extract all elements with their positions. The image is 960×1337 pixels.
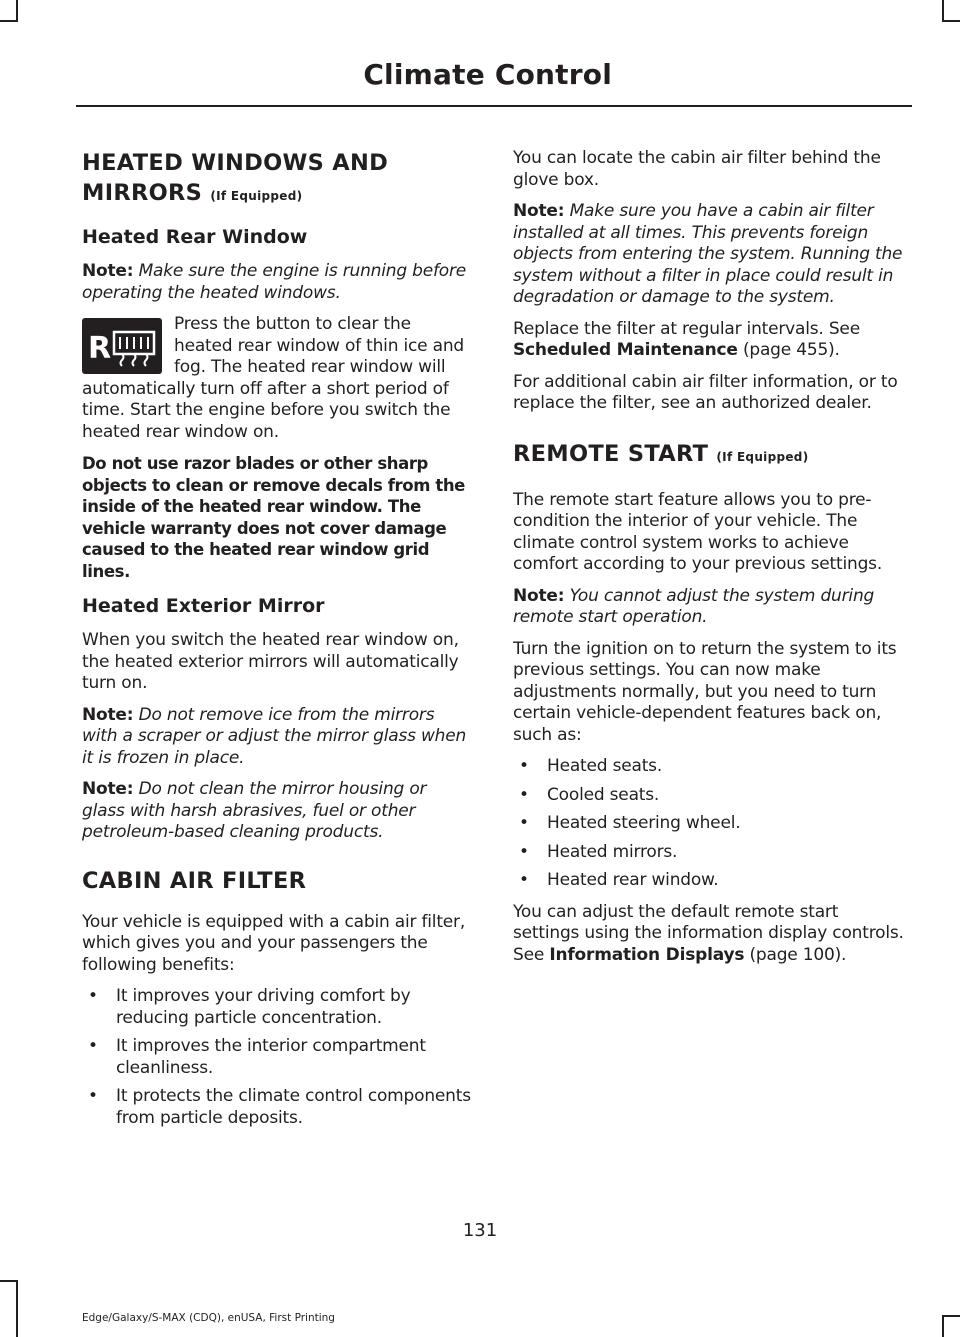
warning-text: Do not use razor blades or other sharp objects to clean or remove decals from the inside of the heated rear window. The vehicle warranty does not cover damage caused to the heated rear window grid lines. — [82, 454, 465, 581]
replace-page-ref: (page 455). — [737, 340, 840, 360]
note-filter-installed — [513, 201, 905, 309]
note-text: Do not clean the mirror housing or glass with harsh abrasives, fuel or other petroleum-based cleaning products. — [82, 779, 427, 842]
list-item: • It protects the climate control components from particle deposits. — [82, 1086, 474, 1129]
remote-start-heading — [513, 439, 905, 472]
remote-start-suffix: (If Equipped) — [716, 449, 809, 464]
heated-windows-title: HEATED WINDOWS AND MIRRORS — [82, 150, 389, 206]
note-remote-start — [513, 586, 905, 629]
right-column — [513, 148, 905, 976]
scheduled-maintenance-link[interactable]: Scheduled Maintenance — [513, 340, 738, 360]
note-label: Note: — [513, 201, 565, 221]
list-item: • Heated rear window. — [513, 870, 905, 892]
information-displays-link[interactable]: Information Displays — [549, 944, 745, 965]
heated-rear-window-body: Press the button to clear the heated rear window of thin ice and fog. The heated rear window will automatically turn off after a short period of time. Start the engine before you switch the heated rear window on. — [82, 314, 465, 442]
filter-dealer-text: For additional cabin air filter information, or to replace the filter, see an authorized dealer. — [513, 371, 898, 413]
list-item: • It improves your driving comfort by reducing particle concentration. — [82, 986, 474, 1029]
cabin-filter-location: You can locate the cabin air filter behind the glove box. — [513, 148, 881, 190]
features-list — [513, 756, 905, 892]
list-item: • Heated mirrors. — [513, 842, 905, 864]
cabin-intro: Your vehicle is equipped with a cabin air filter, which gives you and your passengers the following benefits: — [82, 911, 466, 975]
list-item: • Heated steering wheel. — [513, 813, 905, 835]
heated-rear-window-icon — [82, 318, 162, 374]
remote-settings-text — [513, 902, 905, 967]
ignition-text: Turn the ignition on to return the system to its previous settings. You can now make adjustments normally, but you need to turn certain vehicle-dependent features back on, such as: — [513, 638, 897, 745]
note-engine-running — [82, 261, 474, 304]
heated-windows-suffix: (If Equipped) — [210, 189, 303, 203]
remote-start-title: REMOTE START — [513, 440, 709, 467]
page-number: 131 — [462, 1220, 498, 1241]
icon-letter: R — [88, 331, 112, 366]
crop-mark — [0, 20, 18, 22]
crop-mark — [0, 1280, 18, 1282]
crop-mark — [942, 20, 960, 22]
list-item: • Heated seats. — [513, 756, 905, 778]
cabin-benefits-list — [82, 986, 474, 1129]
note-text: You cannot adjust the system during remote start operation. — [513, 585, 875, 627]
remote-page-ref: (page 100). — [744, 944, 847, 965]
crop-mark — [16, 0, 18, 22]
mirror-body: When you switch the heated rear window on, the heated exterior mirrors will automatically turn on. — [82, 630, 459, 693]
crop-mark — [942, 0, 944, 22]
crop-mark — [16, 1280, 18, 1337]
crop-mark — [942, 1315, 960, 1317]
page-header-title: Climate Control — [363, 58, 612, 91]
note-text: Make sure you have a cabin air filter installed at all times. This prevents foreign objects from entering the system. Running the system without a filter in place could result in degradation or damage to the system. — [513, 201, 903, 307]
crop-mark — [942, 1315, 944, 1337]
replace-text: Replace the filter at regular intervals. See — [513, 318, 860, 339]
note-text: Make sure the engine is running before operating the heated windows. — [82, 261, 467, 303]
cabin-air-filter-heading: CABIN AIR FILTER — [82, 867, 307, 894]
note-label: Note: — [82, 779, 134, 799]
replace-filter-text — [513, 319, 905, 362]
note-text: Do not remove ice from the mirrors with a scraper or adjust the mirror glass when it is frozen in place. — [82, 704, 467, 768]
heated-exterior-mirror-heading: Heated Exterior Mirror — [82, 595, 325, 617]
remote-start-intro: The remote start feature allows you to pre-condition the interior of your vehicle. The climate control system works to achieve comfort according to your previous settings. — [513, 489, 883, 574]
list-item: • Cooled seats. — [513, 785, 905, 807]
remote-settings-body: You can adjust the default remote start settings using the information display controls. See — [513, 901, 904, 965]
heated-windows-heading — [82, 148, 474, 211]
note-mirror-clean — [82, 779, 474, 844]
note-label: Note: — [513, 585, 565, 606]
footer-text: Edge/Galaxy/S-MAX (CDQ), enUSA, First Printing — [82, 1312, 335, 1324]
heated-rear-window-heading: Heated Rear Window — [82, 226, 308, 248]
left-column — [82, 148, 474, 1139]
list-item: • It improves the interior compartment cleanliness. — [82, 1036, 474, 1079]
note-label: Note: — [82, 704, 134, 725]
header-rule — [76, 105, 912, 107]
note-mirror-ice — [82, 705, 474, 770]
note-label: Note: — [82, 261, 134, 281]
